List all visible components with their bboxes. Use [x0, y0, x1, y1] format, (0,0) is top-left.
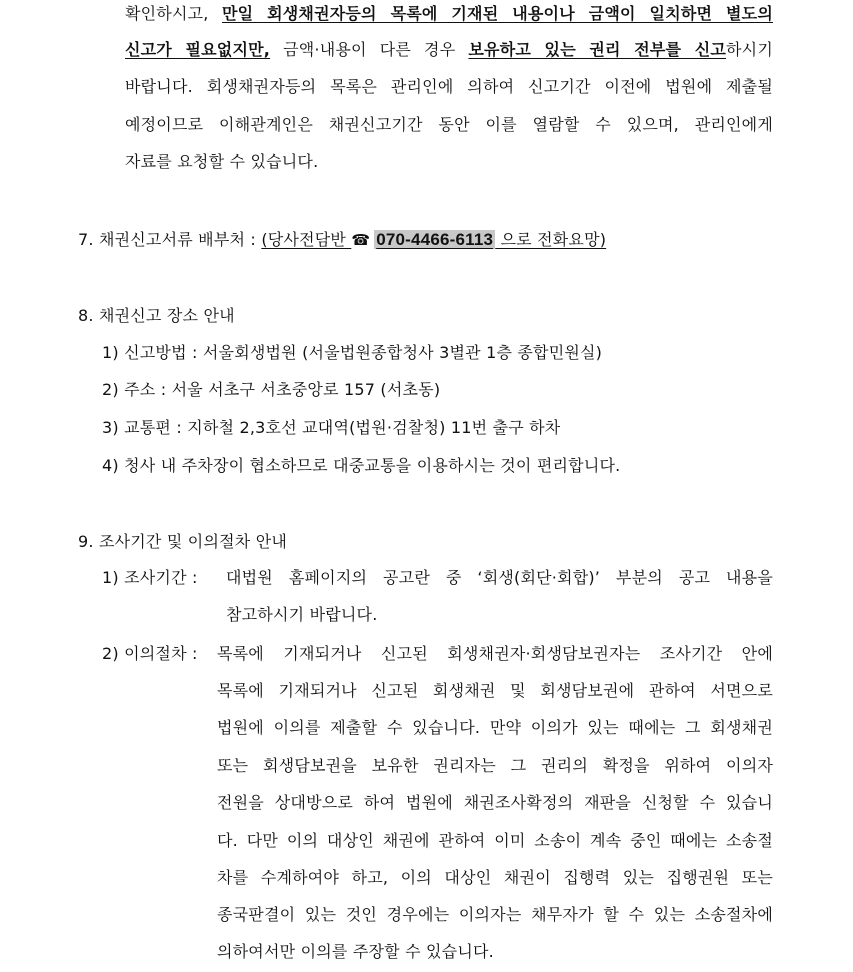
section-8-item: 3) 교통편 : 지하철 2,3호선 교대역(법원·검찰청) 11번 출구 하차 [102, 418, 561, 437]
para1-text-3: 하시기 [726, 40, 773, 59]
para1-text-2: 금액·내용이 다른 경우 [270, 40, 469, 59]
section-8-item: 1) 신고방법 : 서울회생법원 (서울법원종합청사 3별관 1층 종합민원실) [102, 343, 603, 362]
section-8-item: 2) 주소 : 서울 서초구 서초중앙로 157 (서초동) [102, 380, 441, 399]
contact-open: (당사전담반 [261, 230, 352, 249]
section-8-item: 4) 청사 내 주차장이 협소하므로 대중교통을 이용하시는 것이 편리합니다. [102, 456, 621, 475]
section-9-item2-line: 종국판결이 있는 것인 경우에는 이의자는 채무자가 할 수 있는 소송절차에 [217, 905, 773, 924]
section-7-contact [261, 230, 606, 249]
para1-line1 [125, 3, 773, 25]
para1-emphasis-2: 신고가 필요없지만, [125, 40, 271, 59]
section-9-item2-line: 또는 회생담보권을 보유한 권리자는 그 권리의 확정을 위하여 이의자 [217, 756, 773, 775]
section-9-item2-line: 의하여서만 이의를 주장할 수 있습니다. [217, 942, 494, 961]
para1-line4: 예정이므로 이해관계인은 채권신고기간 동안 이를 열람할 수 있으며, 관리인에게 [125, 115, 773, 134]
contact-close: 으로 전화요망) [495, 230, 607, 249]
section-9-item2-line: 다. 다만 이의 대상인 채권에 관하여 이미 소송이 계속 중인 때에는 소송절 [217, 831, 773, 850]
para1-emphasis: 만일 회생채권자등의 목록에 기재된 내용이나 금액이 일치하면 별도의 [221, 4, 773, 23]
para1-emphasis-3: 보유하고 있는 권리 전부를 신고 [468, 40, 727, 59]
section-7-label: 7. 채권신고서류 배부처 : [78, 230, 262, 249]
para1-line3: 바랍니다. 회생채권자등의 목록은 관리인에 의하여 신고기간 이전에 법원에 제출될 [125, 77, 773, 96]
section-9-item2-line: 목록에 기재되거나 신고된 회생채권 및 회생담보권에 관하여 서면으로 [217, 681, 773, 700]
section-9-item2-line: 법원에 이의를 제출할 수 있습니다. 만약 이의가 있는 때에는 그 회생채권 [217, 718, 773, 737]
phone-number: 070-4466-6113 [376, 230, 494, 249]
section-9-item1-label: 1) 조사기간 : [102, 568, 198, 587]
section-7 [78, 229, 606, 251]
para1-line2 [125, 39, 773, 61]
section-9-item2-line: 전원을 상대방으로 하여 법원에 채권조사확정의 재판을 신청할 수 있습니 [217, 793, 773, 812]
section-9-item2-line: 차를 수계하여야 하고, 이의 대상인 채권이 집행력 있는 집행권원 또는 [217, 868, 773, 887]
section-9-item2-label: 2) 이의절차 : [102, 644, 198, 663]
para1-text: 확인하시고, [125, 4, 222, 23]
telephone-icon: ☎ [351, 231, 371, 249]
section-8-title: 8. 채권신고 장소 안내 [78, 306, 235, 325]
para1-line5: 자료를 요청할 수 있습니다. [125, 152, 319, 171]
section-9-item2-line: 목록에 기재되거나 신고된 회생채권자·회생담보권자는 조사기간 안에 [217, 644, 773, 663]
section-9-item1-line: 대법원 홈페이지의 공고란 중 ‘회생(회단·회합)’ 부분의 공고 내용을 [226, 568, 773, 587]
section-9-item1-line: 참고하시기 바랍니다. [226, 605, 378, 624]
section-9-title: 9. 조사기간 및 이의절차 안내 [78, 532, 288, 551]
